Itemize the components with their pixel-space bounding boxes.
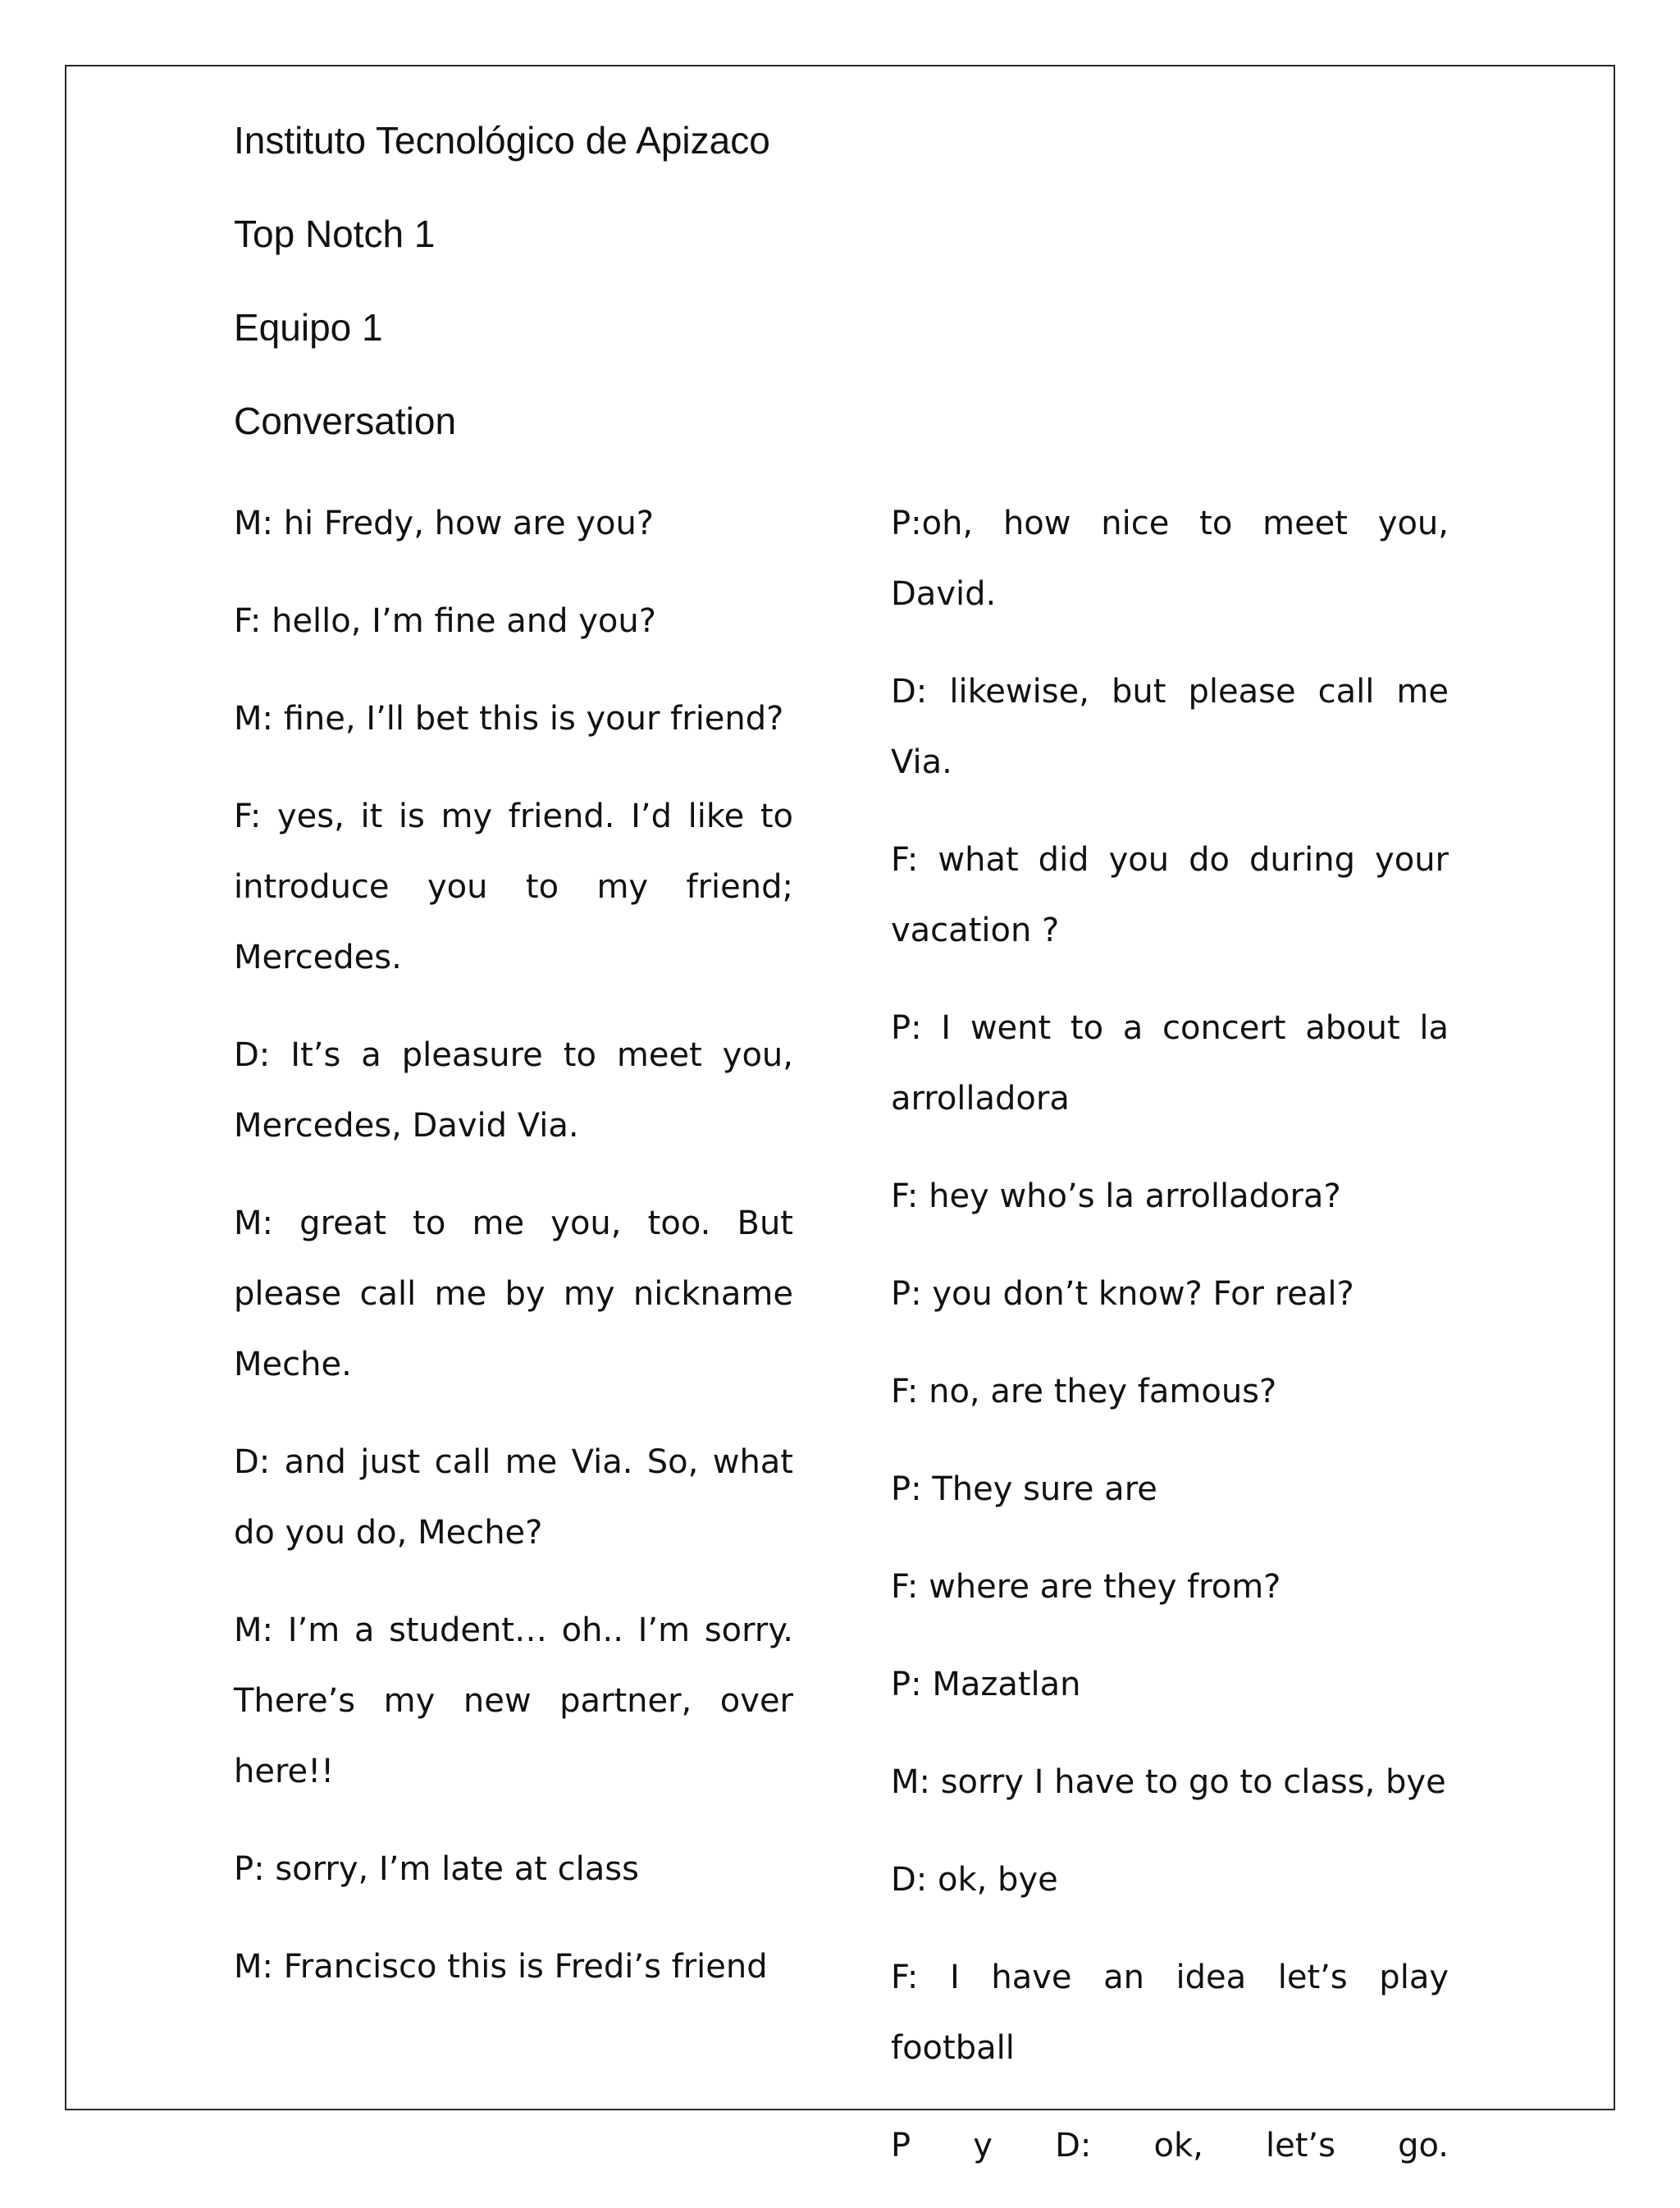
- dialogue-line: P: I went to a concert about la arrolladora: [891, 1009, 1449, 1118]
- dialogue-line: P: you don’t know? For real?: [891, 1275, 1354, 1313]
- conversation-right-column: [891, 488, 1449, 2208]
- dialogue-line: M: Francisco this is Fredi’s friend: [234, 1948, 768, 1986]
- course-name: Top Notch 1: [234, 213, 436, 255]
- dialogue-line: D: likewise, but please call me Via.: [891, 673, 1449, 781]
- dialogue-line: F: what did you do during your vacation ?: [891, 841, 1449, 949]
- dialogue-line: M: hi Fredy, how are you?: [234, 505, 655, 542]
- section-title: Conversation: [234, 400, 457, 442]
- dialogue-line: F: I have an idea let’s play football: [891, 1959, 1449, 2067]
- dialogue-line: P y D: ok, let’s go.: [891, 2127, 1449, 2165]
- conversation-left-column: [234, 488, 793, 2029]
- dialogue-line: P: Mazatlan: [891, 1666, 1081, 1703]
- dialogue-line: F: yes, it is my friend. I’d like to introduce you to my friend; Mercedes.: [234, 798, 793, 976]
- dialogue-line: D: and just call me Via. So, what do you do, Meche?: [234, 1443, 793, 1552]
- dialogue-line: D: It’s a pleasure to meet you, Mercedes, David Via.: [234, 1036, 793, 1145]
- dialogue-line: P:oh, how nice to meet you, David.: [891, 505, 1449, 613]
- dialogue-line: P: sorry, I’m late at class: [234, 1850, 639, 1888]
- dialogue-line: P: They sure are: [891, 1470, 1157, 1508]
- dialogue-line: M: fine, I’ll bet this is your friend?: [234, 700, 784, 738]
- dialogue-line: D: ok, bye: [891, 1861, 1058, 1899]
- dialogue-line: F: no, are they famous?: [891, 1373, 1277, 1410]
- dialogue-line: M: I’m a student… oh.. I’m sorry. There’s my new partner, over here!!: [234, 1611, 793, 1790]
- dialogue-line: F: where are they from?: [891, 1568, 1281, 1606]
- dialogue-line: F: hey who’s la arrolladora?: [891, 1177, 1341, 1215]
- team-name: Equipo 1: [234, 306, 383, 349]
- dialogue-line: M: great to me you, too. But please call me by my nickname Meche.: [234, 1205, 793, 1383]
- dialogue-line: F: hello, I’m fine and you?: [234, 602, 656, 640]
- institution-name: Instituto Tecnológico de Apizaco: [234, 119, 770, 162]
- dialogue-line: M: sorry I have to go to class, bye: [891, 1763, 1446, 1801]
